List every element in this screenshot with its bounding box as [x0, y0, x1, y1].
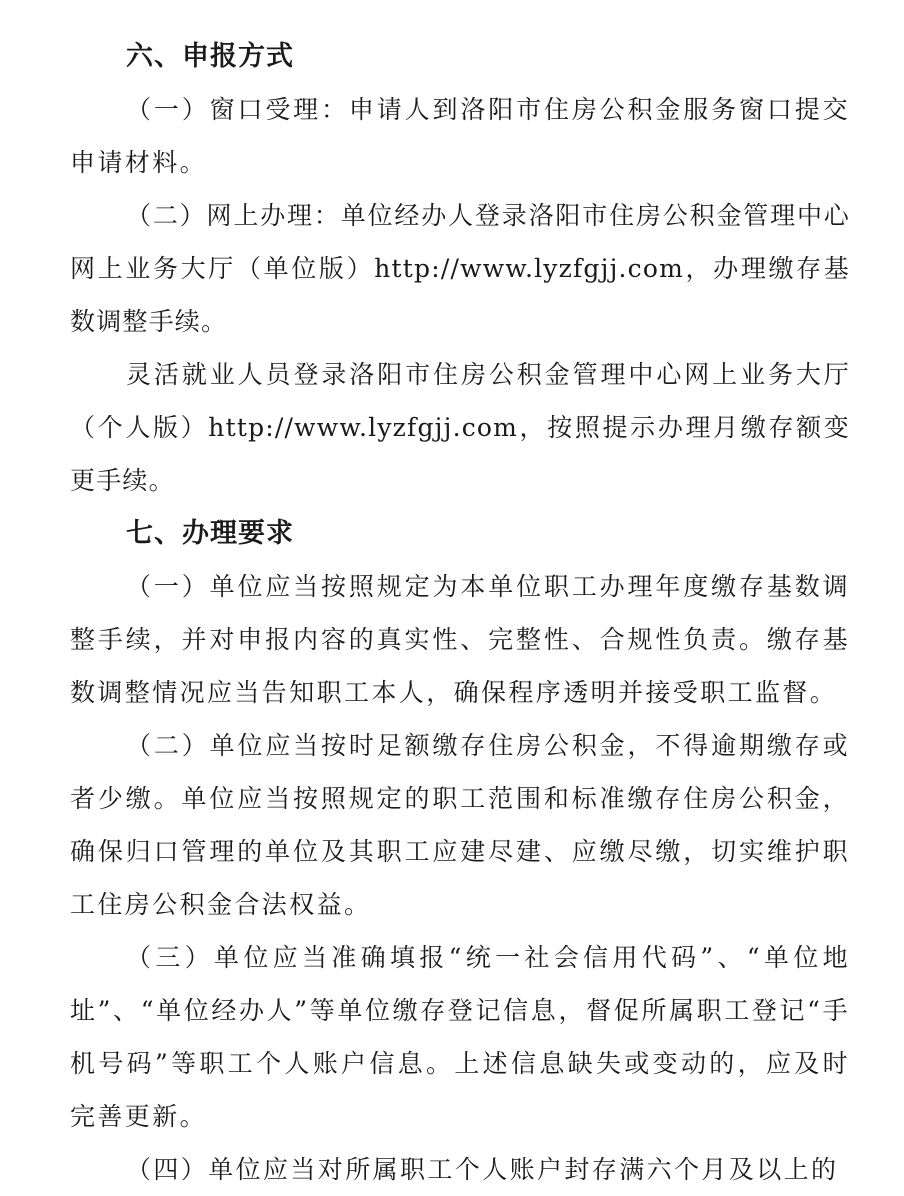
paragraph-window-acceptance: （一）窗口受理：申请人到洛阳市住房公积金服务窗口提交申请材料。 — [70, 95, 850, 177]
section-processing-requirements — [70, 507, 850, 1196]
paragraph-requirement-4: （四）单位应当对所属职工个人账户封存满六个月及以上的 — [126, 1155, 839, 1184]
paragraph-requirement-3: （三）单位应当准确填报“统一社会信用代码”、“单位地址”、“单位经办人”等单位缴存登记信息，督促所属职工登记“手机号码”等职工个人账户信息。上述信息缺失或变动的，应及时完善更新。 — [70, 943, 850, 1131]
section-heading-application-methods: 六、申报方式 — [126, 41, 294, 72]
section-application-methods — [70, 30, 850, 507]
paragraph-requirement-1: （一）单位应当按照规定为本单位职工办理年度缴存基数调整手续，并对申报内容的真实性、完整性、合规性负责。缴存基数调整情况应当告知职工本人，确保程序透明并接受职工监督。 — [70, 572, 850, 707]
paragraph-online-processing: （二）网上办理：单位经办人登录洛阳市住房公积金管理中心网上业务大厅（单位版）http://www.lyzfgjj.com，办理缴存基数调整手续。 — [70, 201, 850, 336]
paragraph-requirement-2: （二）单位应当按时足额缴存住房公积金，不得逾期缴存或者少缴。单位应当按照规定的职工范围和标准缴存住房公积金，确保归口管理的单位及其职工应建尽建、应缴尽缴，切实维护职工住房公积金合法权益。 — [70, 731, 850, 919]
paragraph-flexible-employment: 灵活就业人员登录洛阳市住房公积金管理中心网上业务大厅（个人版）http://www.lyzfgjj.com，按照提示办理月缴存额变更手续。 — [70, 360, 850, 495]
section-heading-processing-requirements: 七、办理要求 — [126, 518, 294, 549]
document-page — [70, 30, 850, 1196]
